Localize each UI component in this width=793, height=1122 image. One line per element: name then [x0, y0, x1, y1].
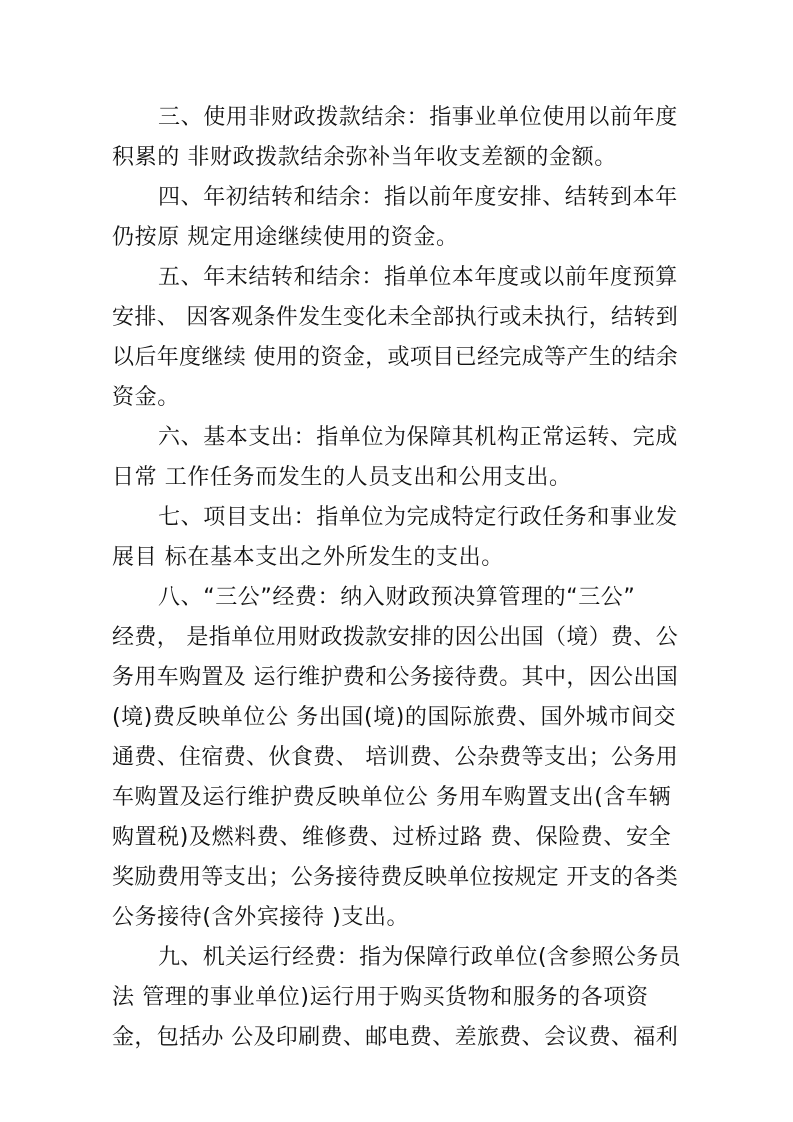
paragraph-9-line-3: 金，包括办 公及印刷费、邮电费、差旅费、会议费、福利 — [112, 1025, 679, 1050]
paragraph-9-line-2: 法 管理的事业单位)运行用于购买货物和服务的各项资 — [112, 985, 649, 1010]
paragraph-8-line-5: 通费、住宿费、伙食费、 培训费、公杂费等支出；公务用 — [112, 745, 679, 770]
paragraph-3-line-2: 积累的 非财政拨款结余弥补当年收支差额的金额。 — [112, 145, 617, 170]
paragraph-5-line-2: 安排、 因客观条件发生变化未全部执行或未执行，结转到 — [112, 305, 679, 330]
paragraph-8-line-9: 公务接待(含外宾接待 )支出。 — [112, 905, 410, 930]
paragraph-7-line-2: 展目 标在基本支出之外所发生的支出。 — [112, 545, 504, 570]
paragraph-5-line-4: 资金。 — [112, 385, 180, 410]
paragraph-8-line-2: 经费， 是指单位用财政拨款安排的因公出国（境）费、公 — [112, 625, 679, 650]
paragraph-6-line-1: 六、基本支出：指单位为保障其机构正常运转、完成 — [158, 425, 678, 450]
paragraph-8-line-6: 车购置及运行维护费反映单位公 务用车购置支出(含车辆 — [112, 785, 672, 810]
paragraph-4-line-1: 四、年初结转和结余：指以前年度安排、结转到本年 — [158, 185, 678, 210]
paragraph-5-line-1: 五、年末结转和结余：指单位本年度或以前年度预算 — [158, 265, 678, 290]
paragraph-8-line-4: (境)费反映单位公 务出国(境)的国际旅费、国外城市间交 — [112, 705, 677, 730]
paragraph-7-line-1: 七、项目支出：指单位为完成特定行政任务和事业发 — [158, 505, 678, 530]
paragraph-8-line-1: 八、“三公”经费：纳入财政预决算管理的“三公” — [158, 585, 636, 610]
paragraph-4-line-2: 仍按原 规定用途继续使用的资金。 — [112, 225, 459, 250]
paragraph-8-line-8: 奖励费用等支出；公务接待费反映单位按规定 开支的各类 — [112, 865, 679, 890]
paragraph-5-line-3: 以后年度继续 使用的资金，或项目已经完成等产生的结余 — [112, 345, 679, 370]
paragraph-6-line-2: 日常 工作任务而发生的人员支出和公用支出。 — [112, 465, 572, 490]
paragraph-8-line-3: 务用车购置及 运行维护费和公务接待费。其中，因公出国 — [112, 665, 679, 690]
paragraph-9-line-1: 九、机关运行经费：指为保障行政单位(含参照公务员 — [158, 945, 681, 970]
paragraph-3-line-1: 三、使用非财政拨款结余：指事业单位使用以前年度 — [158, 105, 678, 130]
paragraph-8-line-7: 购置税)及燃料费、维修费、过桥过路 费、保险费、安全 — [112, 825, 672, 850]
